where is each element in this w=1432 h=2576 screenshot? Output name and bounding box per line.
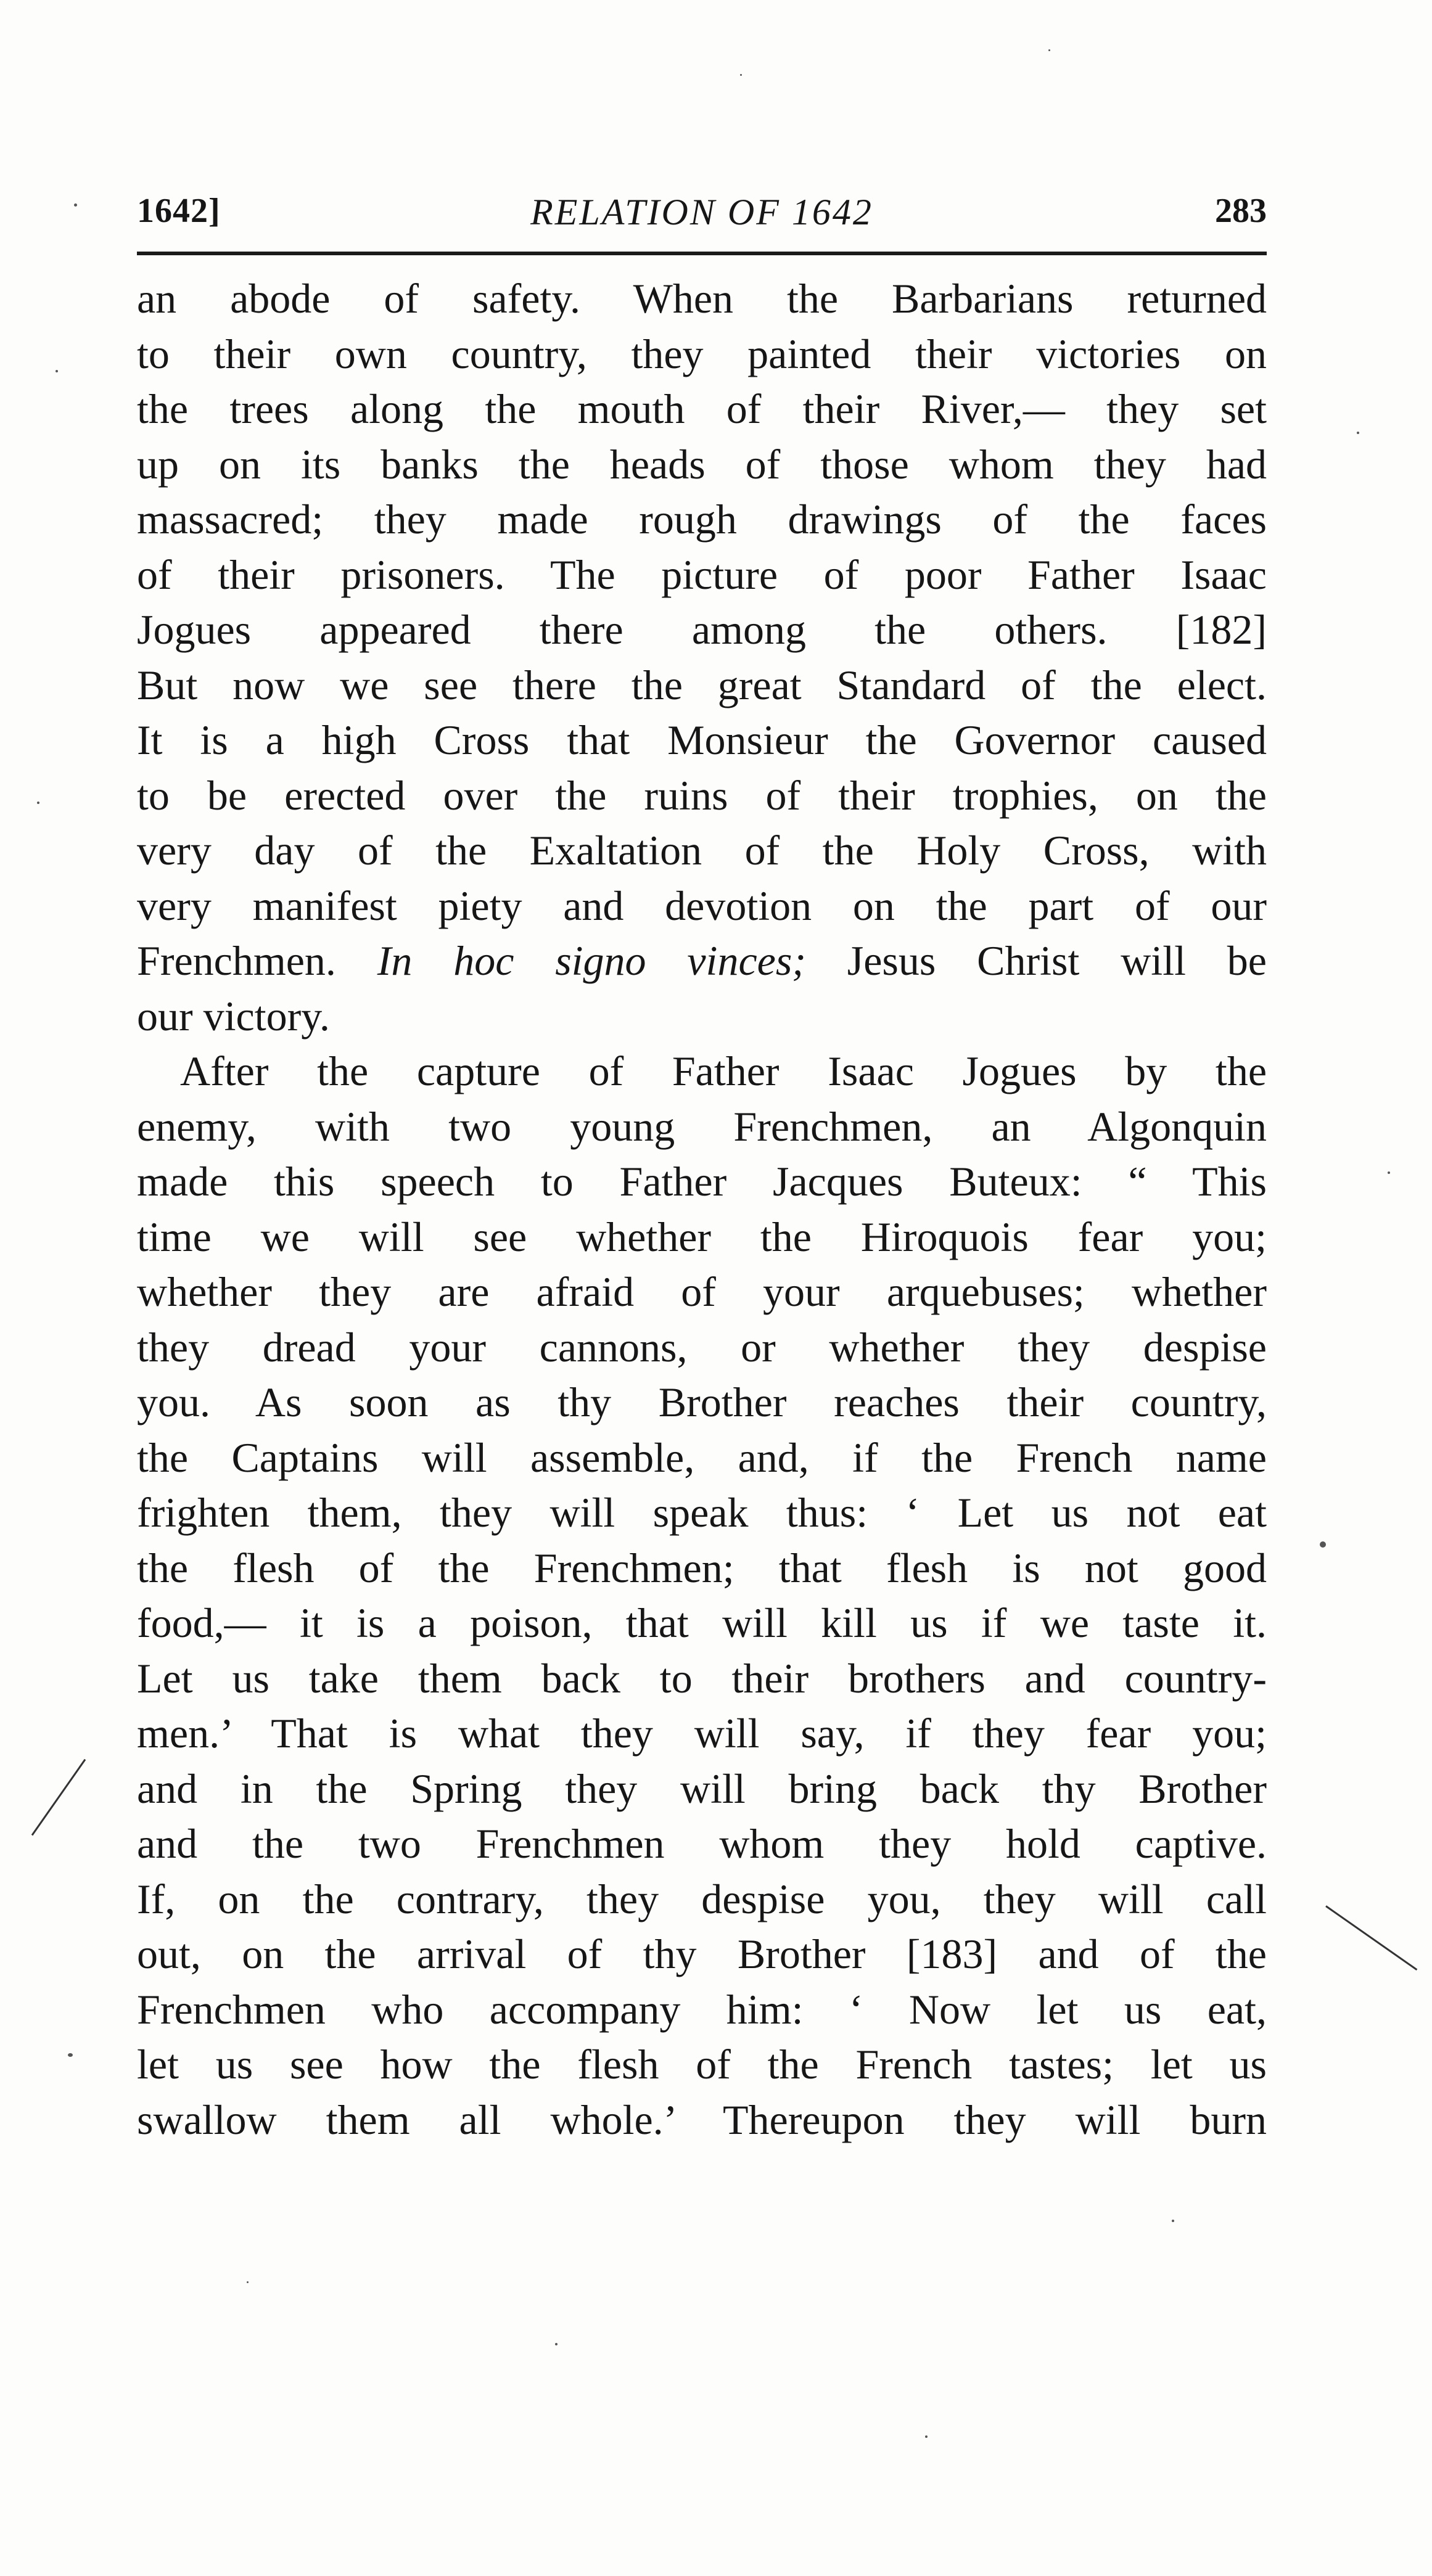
text-line: If, on the contrary, they despise you, they will call	[137, 1875, 1267, 1922]
text-line: the Captains will assemble, and, if the French name	[137, 1434, 1267, 1481]
text-line: massacred; they made rough drawings of the faces	[137, 496, 1267, 543]
text-line: up on its banks the heads of those whom they had	[137, 440, 1267, 488]
text-line: to be erected over the ruins of their trophies, on the	[137, 771, 1267, 819]
text-line: and in the Spring they will bring back thy Brother	[137, 1765, 1267, 1812]
text-line: It is a high Cross that Monsieur the Governor caused	[137, 716, 1267, 763]
latin-phrase: In hoc signo vinces;	[377, 937, 806, 984]
scan-speck	[1357, 432, 1359, 434]
text-line: the flesh of the Frenchmen; that flesh is not good	[137, 1544, 1267, 1591]
text-line: an abode of safety. When the Barbarians returned	[137, 275, 1267, 322]
text-line: Let us take them back to their brothers and country-	[137, 1654, 1267, 1702]
latin-before: Frenchmen.	[137, 937, 377, 984]
text-line: and the two Frenchmen whom they hold captive.	[137, 1820, 1267, 1867]
text-line: made this speech to Father Jacques Buteux: “ This	[137, 1158, 1267, 1205]
scan-speck	[1172, 2220, 1174, 2222]
text-line: to their own country, they painted their victories on	[137, 330, 1267, 377]
scan-speck	[74, 203, 77, 207]
text-line: you. As soon as thy Brother reaches their country,	[137, 1379, 1267, 1425]
running-header	[137, 191, 1267, 240]
text-line: Jogues appeared there among the others. [182]	[137, 606, 1267, 653]
margin-stroke-right	[1325, 1905, 1417, 1971]
margin-stroke-left	[31, 1759, 86, 1836]
text-line: food,— it is a poison, that will kill us if we taste it.	[137, 1599, 1267, 1646]
text-line: Frenchmen who accompany him: ‘ Now let us eat,	[137, 1985, 1267, 2033]
scan-speck	[1320, 1541, 1326, 1548]
text-line: out, on the arrival of thy Brother [183] and of the	[137, 1930, 1267, 1977]
body-text	[137, 271, 1267, 2147]
text-line: frighten them, they will speak thus: ‘ Let us not eat	[137, 1489, 1267, 1536]
scan-speck	[1388, 1171, 1390, 1174]
scan-speck	[68, 2053, 73, 2057]
text-line: After the capture of Father Isaac Jogues by the	[180, 1048, 1267, 1094]
text-line: very day of the Exaltation of the Holy Cross, with	[137, 827, 1267, 874]
latin-after: Jesus Christ will be	[805, 937, 1267, 984]
text-line: But now we see there the great Standard of the elect.	[137, 661, 1267, 708]
text-line: time we will see whether the Hiroquois fear you;	[137, 1213, 1267, 1260]
text-line: very manifest piety and devotion on the part of our	[137, 882, 1267, 929]
page-number: 283	[1215, 192, 1267, 230]
text-line: let us see how the flesh of the French tastes; let us	[137, 2041, 1267, 2088]
text-line-latin	[137, 933, 1267, 989]
header-rule	[137, 252, 1267, 255]
scan-speck	[37, 802, 39, 804]
text-line: swallow them all whole.’ Thereupon they will burn	[137, 2096, 1267, 2143]
text-line: whether they are afraid of your arquebuses; whether	[137, 1268, 1267, 1315]
scan-speck	[555, 2343, 558, 2345]
text-line: our victory.	[137, 992, 330, 1040]
running-title: RELATION OF 1642	[530, 192, 873, 232]
scan-speck	[925, 2435, 928, 2438]
text-line: the trees along the mouth of their River,— they set	[137, 385, 1267, 432]
text-line: men.’ That is what they will say, if they fear you;	[137, 1710, 1267, 1757]
scan-speck	[56, 370, 58, 372]
text-line: enemy, with two young Frenchmen, an Algonquin	[137, 1102, 1267, 1150]
text-line: they dread your cannons, or whether they despise	[137, 1323, 1267, 1371]
scan-speck	[1048, 49, 1050, 51]
header-year: 1642]	[137, 192, 221, 230]
scan-speck	[247, 2281, 249, 2283]
text-line: of their prisoners. The picture of poor Father Isaac	[137, 551, 1267, 598]
scan-speck	[740, 74, 742, 76]
